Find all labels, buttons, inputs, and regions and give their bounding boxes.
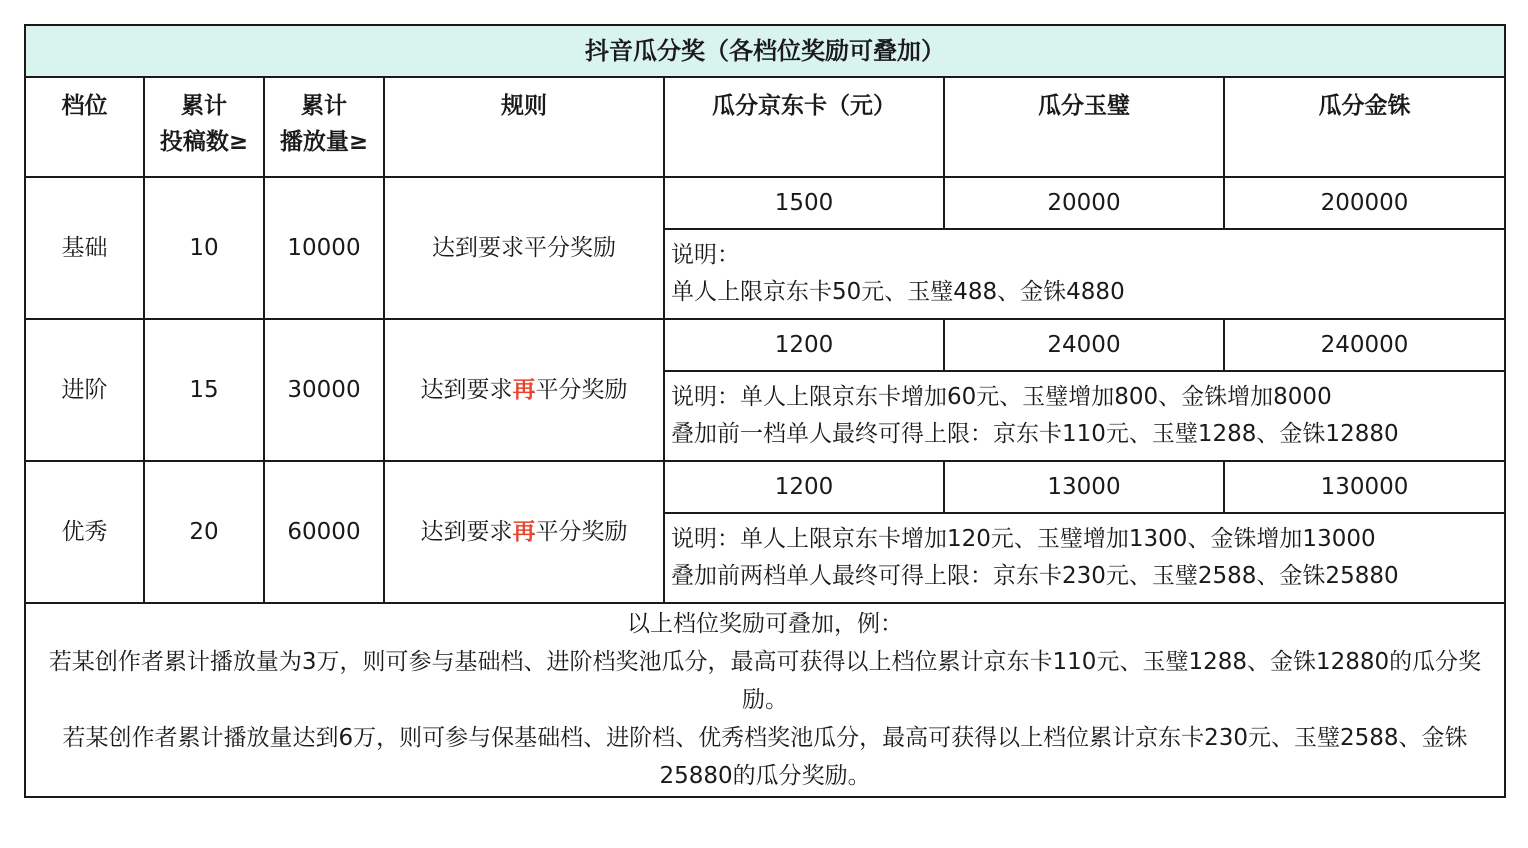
tier-posts: 10: [144, 177, 264, 319]
header-posts-line2: 投稿数≥: [159, 129, 249, 155]
tier-note: [664, 371, 1505, 461]
header-tier: 档位: [25, 77, 144, 177]
rule-text: 达到要求: [432, 235, 524, 261]
tier-rule: [384, 461, 664, 603]
pool-gold: 130000: [1224, 461, 1505, 513]
table-row: [25, 177, 1505, 229]
rule-emphasis: 再: [512, 519, 536, 545]
footer-line: 若某创作者累计播放量达到6万，则可参与保基础档、进阶档、优秀档奖池瓜分，最高可获得以上档位累计京东卡230元、玉璧2588、金铢25880的瓜分奖励。: [62, 725, 1468, 789]
pool-gold: 200000: [1224, 177, 1505, 229]
note-line: 说明：单人上限京东卡增加60元、玉璧增加800、金铢增加8000: [671, 384, 1332, 410]
tier-rule: [384, 177, 664, 319]
table-row: [25, 461, 1505, 513]
header-plays: [264, 77, 384, 177]
pool-jd-card: 1200: [664, 461, 944, 513]
pool-jd-card: 1200: [664, 319, 944, 371]
pool-jd-card: 1500: [664, 177, 944, 229]
header-jd-card: 瓜分京东卡（元）: [664, 77, 944, 177]
tier-name: 优秀: [25, 461, 144, 603]
rule-text: 平分奖励: [524, 235, 616, 261]
footer-notes: [25, 603, 1505, 797]
rule-text: 达到要求: [420, 377, 513, 403]
header-jade: 瓜分玉璧: [944, 77, 1224, 177]
pool-jade: 24000: [944, 319, 1224, 371]
rule-text: 平分奖励: [535, 377, 628, 403]
footer-line: 若某创作者累计播放量为3万，则可参与基础档、进阶档奖池瓜分，最高可获得以上档位累计京东卡110元、玉璧1288、金铢12880的瓜分奖励。: [48, 649, 1482, 713]
note-line: 叠加前两档单人最终可得上限：京东卡230元、玉璧2588、金铢25880: [671, 563, 1399, 589]
pool-jade: 13000: [944, 461, 1224, 513]
pool-gold: 240000: [1224, 319, 1505, 371]
header-posts: [144, 77, 264, 177]
header-row: [25, 77, 1505, 177]
tier-plays: 30000: [264, 319, 384, 461]
tier-plays: 60000: [264, 461, 384, 603]
tier-posts: 20: [144, 461, 264, 603]
note-line: 叠加前一档单人最终可得上限：京东卡110元、玉璧1288、金铢12880: [671, 421, 1399, 447]
header-rule: 规则: [384, 77, 664, 177]
tier-rule: [384, 319, 664, 461]
table-row: [25, 319, 1505, 371]
header-plays-line1: 累计: [301, 93, 347, 119]
rule-text: 达到要求: [420, 519, 513, 545]
tier-name: 进阶: [25, 319, 144, 461]
tier-name: 基础: [25, 177, 144, 319]
rule-text: 平分奖励: [535, 519, 628, 545]
note-line: 说明：单人上限京东卡增加120元、玉璧增加1300、金铢增加13000: [671, 526, 1376, 552]
table-title: 抖音瓜分奖（各档位奖励可叠加）: [25, 25, 1505, 77]
tier-note: [664, 513, 1505, 603]
reward-table: [24, 24, 1506, 798]
footer-line: 以上档位奖励可叠加，例：: [627, 611, 904, 637]
tier-posts: 15: [144, 319, 264, 461]
note-line: 说明：: [671, 242, 740, 268]
rule-emphasis: 再: [512, 377, 536, 403]
pool-jade: 20000: [944, 177, 1224, 229]
footer-row: [25, 603, 1505, 797]
header-posts-line1: 累计: [181, 93, 227, 119]
header-plays-line2: 播放量≥: [279, 129, 369, 155]
header-gold: 瓜分金铢: [1224, 77, 1505, 177]
note-line: 单人上限京东卡50元、玉璧488、金铢4880: [671, 279, 1125, 305]
tier-plays: 10000: [264, 177, 384, 319]
tier-note: [664, 229, 1505, 319]
